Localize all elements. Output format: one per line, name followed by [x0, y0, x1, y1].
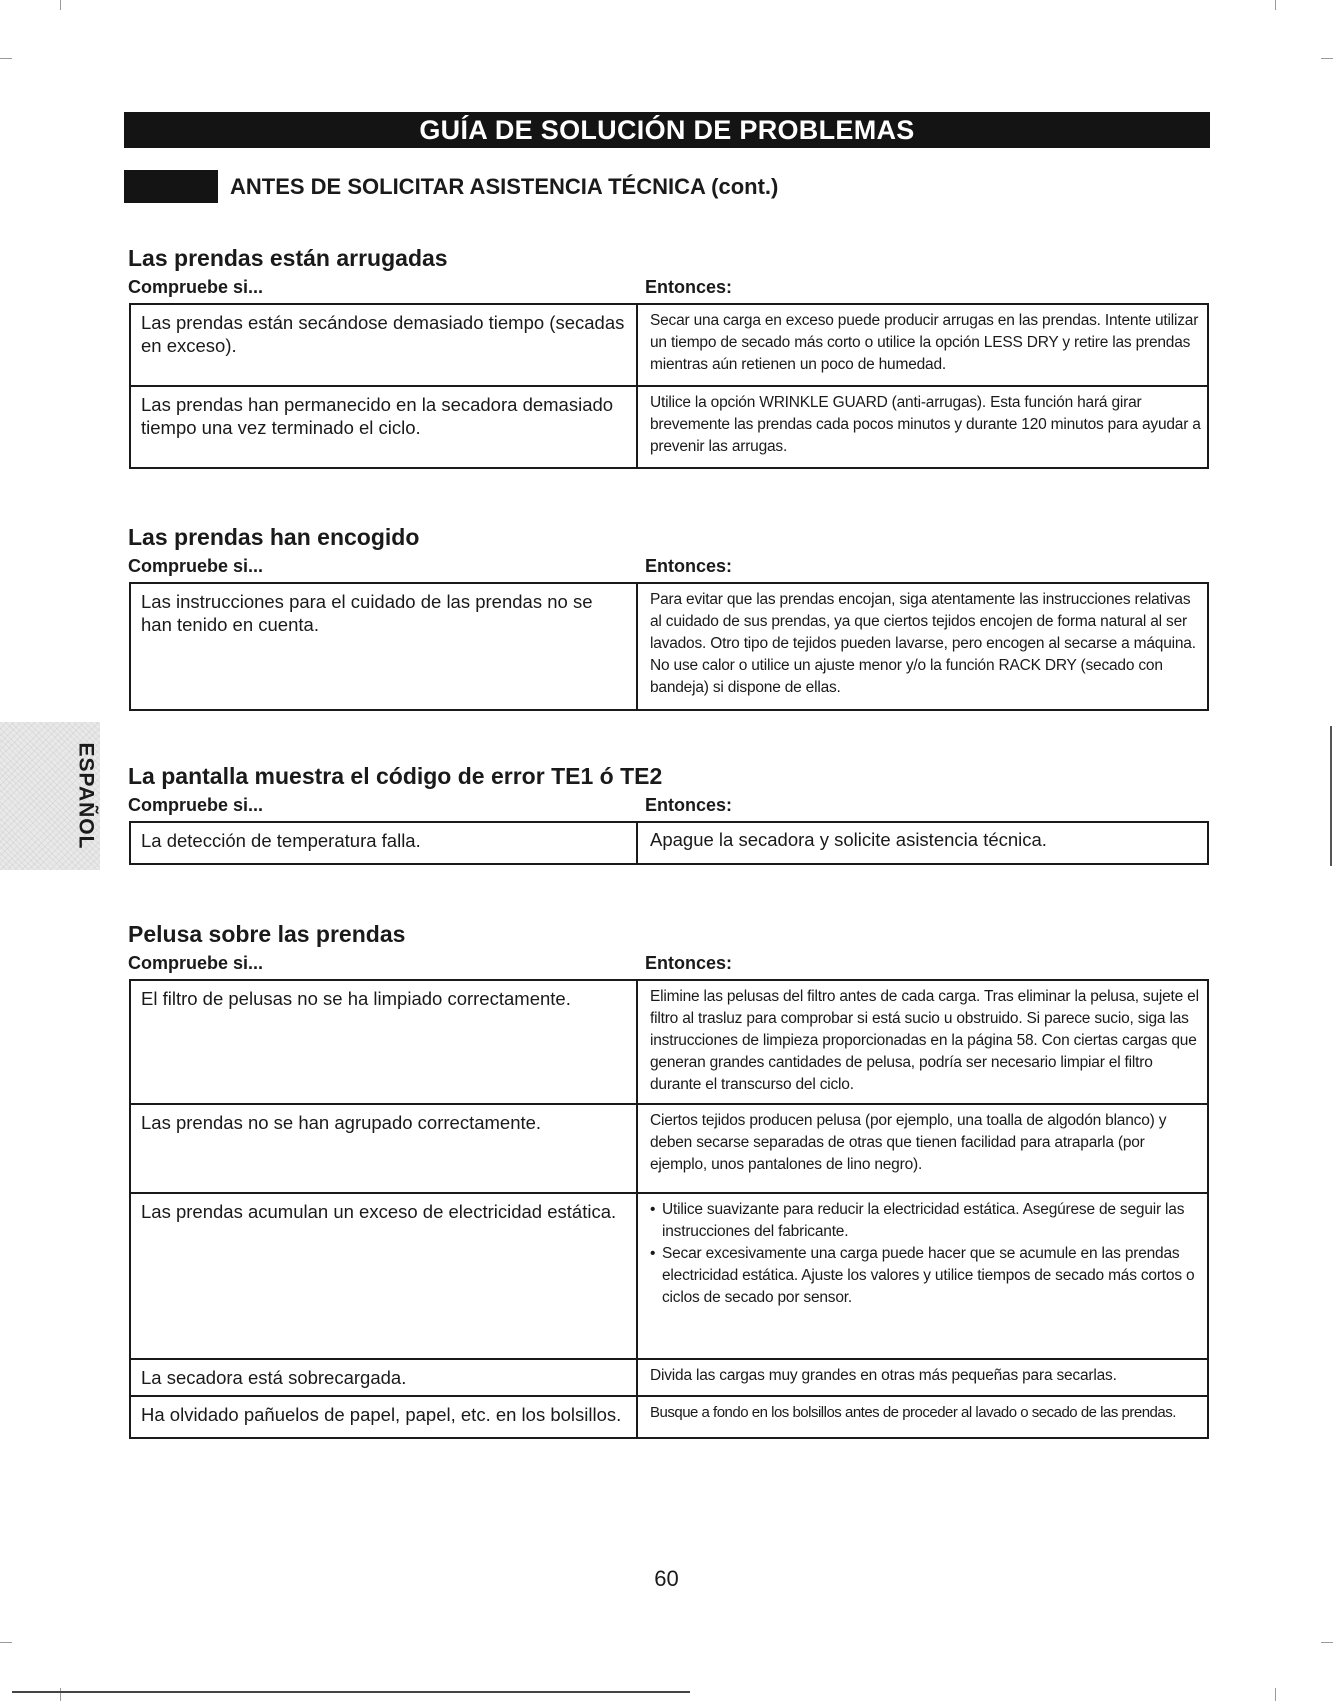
subheading — [124, 170, 778, 203]
crop-mark — [60, 0, 61, 10]
check-cell: Las prendas no se han agrupado correctamente. — [130, 1104, 637, 1193]
crop-mark — [0, 1642, 12, 1643]
section-title: La pantalla muestra el código de error TE1 ó TE2 — [128, 763, 663, 789]
then-cell: Utilice la opción WRINKLE GUARD (anti-arrugas). Esta función hará girar brevemente las prendas cada pocos minutos y durante 120 minutos para ayudar a prevenir las arrugas. — [637, 386, 1208, 468]
troubleshooting-table — [129, 303, 1209, 469]
subheading-block — [124, 170, 218, 203]
check-cell: Las instrucciones para el cuidado de las prendas no se han tenido en cuenta. — [130, 583, 637, 710]
subheading-text: ANTES DE SOLICITAR ASISTENCIA TÉCNICA (cont.) — [230, 173, 779, 199]
then-cell: Busque a fondo en los bolsillos antes de proceder al lavado o secado de las prendas. — [637, 1396, 1208, 1438]
then-cell: Para evitar que las prendas encojan, siga atentamente las instrucciones relativas al cuidado de sus prendas, ya que ciertos tejidos encojen de forma natural al ser lavados. Otro tipo de tejidos pueden lavarse, pero encogen al secarse a máquina. No use calor o utilice un ajuste menor y/o la función RACK DRY (secado con bandeja) si dispone de ellas. — [637, 583, 1208, 710]
side-tab-label: ESPAÑOL — [74, 742, 97, 850]
check-cell: Las prendas han permanecido en la secadora demasiado tiempo una vez terminado el ciclo. — [130, 386, 637, 468]
troubleshooting-table — [129, 979, 1209, 1439]
check-label: Compruebe si... — [128, 795, 264, 815]
crop-mark — [1321, 58, 1333, 59]
crop-mark — [1275, 1688, 1276, 1701]
crop-mark — [0, 58, 12, 59]
bullet-list — [650, 1199, 1201, 1309]
table-row — [130, 1104, 1208, 1193]
page-number: 60 — [654, 1566, 679, 1591]
table-row — [130, 583, 1208, 710]
then-cell: Ciertos tejidos producen pelusa (por ejemplo, una toalla de algodón blanco) y deben secarse separadas de otras que tienen facilidad para atraparla (por ejemplo, unos pantalones de lino negro). — [637, 1104, 1208, 1193]
check-cell: Ha olvidado pañuelos de papel, papel, etc. en los bolsillos. — [130, 1396, 637, 1438]
then-label: Entonces: — [645, 795, 733, 815]
crop-mark — [1321, 1642, 1333, 1643]
check-cell: La secadora está sobrecargada. — [130, 1359, 637, 1396]
crop-mark — [1275, 0, 1276, 10]
then-cell: Apague la secadora y solicite asistencia técnica. — [637, 822, 1208, 864]
then-label: Entonces: — [645, 556, 733, 576]
check-label: Compruebe si... — [128, 556, 264, 576]
page-banner: GUÍA DE SOLUCIÓN DE PROBLEMAS — [124, 112, 1210, 148]
table-row — [130, 1193, 1208, 1359]
check-cell: La detección de temperatura falla. — [130, 822, 637, 864]
then-label: Entonces: — [645, 953, 733, 973]
section-title: Las prendas han encogido — [128, 524, 420, 550]
language-side-tab — [0, 722, 100, 870]
check-cell: Las prendas acumulan un exceso de electricidad estática. — [130, 1193, 637, 1359]
then-cell: Divida las cargas muy grandes en otras más pequeñas para secarlas. — [637, 1359, 1208, 1396]
section-title: Las prendas están arrugadas — [128, 245, 448, 271]
check-label: Compruebe si... — [128, 277, 264, 297]
section-title: Pelusa sobre las prendas — [128, 921, 406, 947]
table-row — [130, 304, 1208, 386]
trim-line — [12, 1691, 690, 1693]
then-label: Entonces: — [645, 277, 733, 297]
check-label: Compruebe si... — [128, 953, 264, 973]
table-row — [130, 822, 1208, 864]
table-row — [130, 386, 1208, 468]
then-cell — [637, 1193, 1208, 1359]
table-row — [130, 980, 1208, 1104]
bullet-item: • Secar excesivamente una carga puede hacer que se acumule en las prendas electricidad estática. Ajuste los valores y utilice tiempos de secado más cortos o ciclos de secado por sensor. — [650, 1243, 1201, 1309]
crop-mark — [1330, 726, 1332, 866]
troubleshooting-table — [129, 821, 1209, 865]
check-cell: Las prendas están secándose demasiado tiempo (secadas en exceso). — [130, 304, 637, 386]
crop-mark — [60, 1688, 61, 1701]
then-cell: Secar una carga en exceso puede producir arrugas en las prendas. Intente utilizar un tiempo de secado más corto o utilice la opción LESS DRY y retire las prendas mientras aún retienen un poco de humedad. — [637, 304, 1208, 386]
table-row — [130, 1359, 1208, 1396]
table-row — [130, 1396, 1208, 1438]
check-cell: El filtro de pelusas no se ha limpiado correctamente. — [130, 980, 637, 1104]
troubleshooting-table — [129, 582, 1209, 711]
then-cell: Elimine las pelusas del filtro antes de cada carga. Tras eliminar la pelusa, sujete el filtro al trasluz para comprobar si está sucio u obstruido. Si parece sucio, siga las instrucciones de limpieza proporcionadas en la página 58. Con ciertas cargas que generan grandes cantidades de pelusa, podría ser necesario limpiar el filtro durante el transcurso del ciclo. — [637, 980, 1208, 1104]
bullet-item: • Utilice suavizante para reducir la electricidad estática. Asegúrese de seguir las instrucciones del fabricante. — [650, 1199, 1201, 1243]
